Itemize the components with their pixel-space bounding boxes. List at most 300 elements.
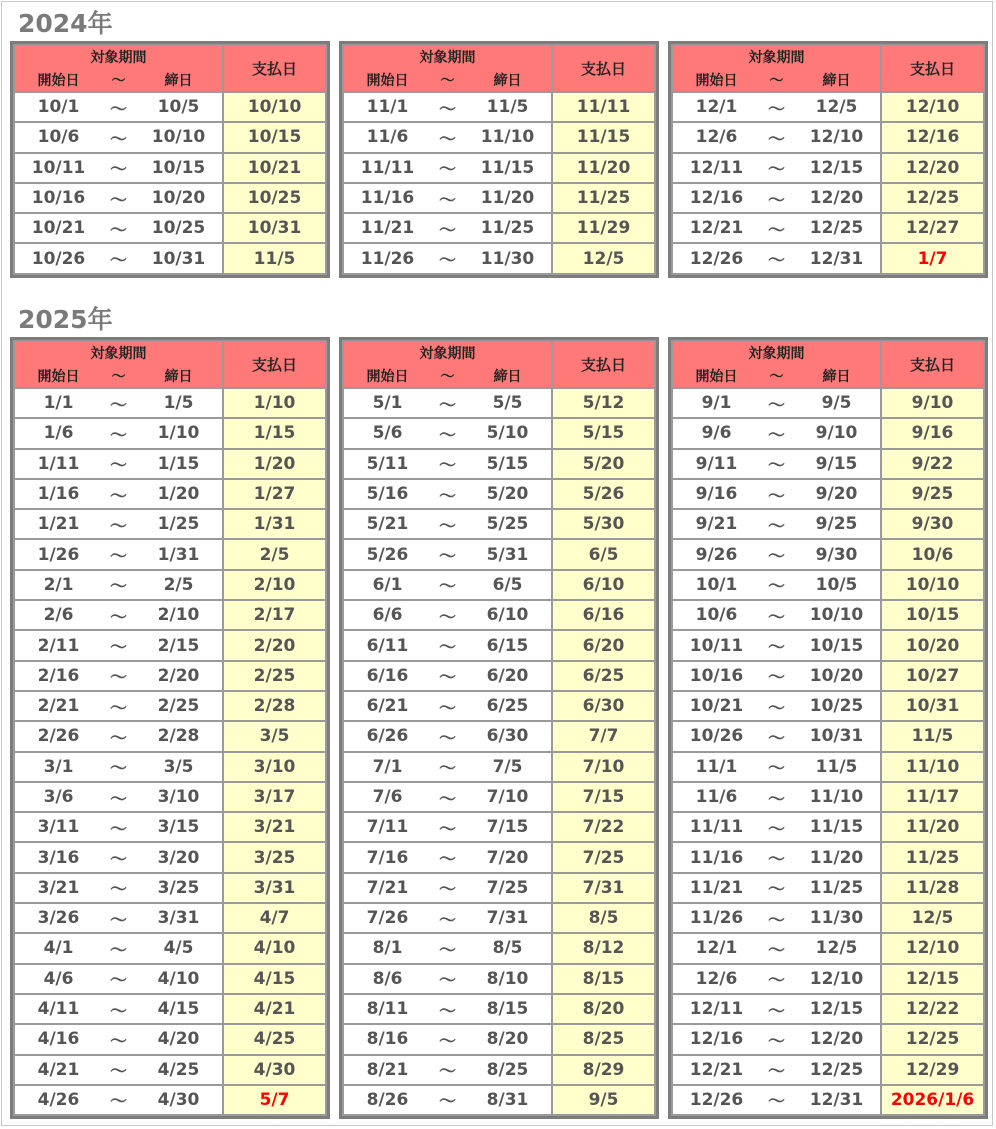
pay-date: 2/5 — [223, 539, 326, 569]
start-header: 開始日 — [343, 364, 431, 388]
tilde: ～ — [102, 782, 135, 812]
tilde: ～ — [760, 388, 793, 418]
table-row — [343, 183, 655, 213]
tilde: ～ — [431, 479, 464, 509]
tilde: ～ — [431, 1024, 464, 1054]
tilde: ～ — [102, 388, 135, 418]
tilde: ～ — [431, 630, 464, 660]
start-date: 3/16 — [14, 842, 102, 872]
end-date: 10/5 — [793, 570, 881, 600]
end-date: 12/25 — [793, 1055, 881, 1085]
pay-date: 5/12 — [552, 388, 655, 418]
end-date: 3/25 — [135, 873, 223, 903]
start-date: 5/11 — [343, 449, 431, 479]
end-date: 10/31 — [135, 243, 223, 273]
tilde: ～ — [102, 509, 135, 539]
start-date: 2/1 — [14, 570, 102, 600]
tilde: ～ — [102, 153, 135, 183]
pay-date: 11/17 — [881, 782, 984, 812]
start-date: 2/6 — [14, 600, 102, 630]
start-date: 9/11 — [672, 449, 760, 479]
pay-date: 10/15 — [223, 122, 326, 152]
tilde: ～ — [431, 873, 464, 903]
end-date: 11/10 — [464, 122, 552, 152]
start-date: 6/11 — [343, 630, 431, 660]
end-date: 9/30 — [793, 539, 881, 569]
table-row — [343, 509, 655, 539]
start-date: 3/11 — [14, 812, 102, 842]
table-row — [14, 1085, 326, 1115]
schedule-table — [342, 340, 656, 1116]
pay-date: 10/25 — [223, 183, 326, 213]
end-date: 8/25 — [464, 1055, 552, 1085]
start-date: 12/26 — [672, 243, 760, 273]
tilde: ～ — [102, 600, 135, 630]
end-date: 9/25 — [793, 509, 881, 539]
start-date: 5/26 — [343, 539, 431, 569]
pay-date: 10/31 — [223, 213, 326, 243]
pay-date: 10/21 — [223, 153, 326, 183]
pay-date: 9/16 — [881, 418, 984, 448]
table-row — [343, 1055, 655, 1085]
tilde: ～ — [760, 418, 793, 448]
pay-date: 7/7 — [552, 721, 655, 751]
table-row — [343, 752, 655, 782]
pay-date: 2/10 — [223, 570, 326, 600]
tilde: ～ — [102, 539, 135, 569]
table-row — [672, 479, 984, 509]
tilde: ～ — [760, 691, 793, 721]
table-row — [672, 153, 984, 183]
pay-date: 2026/1/6 — [881, 1085, 984, 1115]
start-date: 2/21 — [14, 691, 102, 721]
pay-date: 12/29 — [881, 1055, 984, 1085]
end-date: 10/20 — [793, 661, 881, 691]
start-date: 11/1 — [343, 92, 431, 122]
tilde: ～ — [431, 842, 464, 872]
tilde: ～ — [760, 449, 793, 479]
tilde: ～ — [760, 92, 793, 122]
table-row — [14, 92, 326, 122]
end-date: 12/31 — [793, 243, 881, 273]
table-row — [14, 873, 326, 903]
end-date: 12/5 — [793, 933, 881, 963]
start-date: 5/21 — [343, 509, 431, 539]
pay-date: 5/30 — [552, 509, 655, 539]
start-date: 9/6 — [672, 418, 760, 448]
pay-date: 4/7 — [223, 903, 326, 933]
end-date: 12/20 — [793, 1024, 881, 1054]
end-date: 4/25 — [135, 1055, 223, 1085]
table-row — [343, 691, 655, 721]
tilde: ～ — [431, 994, 464, 1024]
start-date: 8/6 — [343, 964, 431, 994]
start-date: 9/1 — [672, 388, 760, 418]
end-date: 11/15 — [464, 153, 552, 183]
end-date: 11/20 — [464, 183, 552, 213]
table-row — [14, 243, 326, 273]
start-date: 6/6 — [343, 600, 431, 630]
start-date: 10/11 — [672, 630, 760, 660]
end-date: 7/10 — [464, 782, 552, 812]
pay-date: 5/26 — [552, 479, 655, 509]
table-row — [672, 449, 984, 479]
table-row — [14, 721, 326, 751]
table-row — [14, 903, 326, 933]
table-row — [672, 812, 984, 842]
pay-date: 10/6 — [881, 539, 984, 569]
tilde: ～ — [102, 243, 135, 273]
tilde: ～ — [760, 842, 793, 872]
pay-date: 11/28 — [881, 873, 984, 903]
tilde: ～ — [102, 1024, 135, 1054]
end-date: 3/5 — [135, 752, 223, 782]
tilde: ～ — [431, 122, 464, 152]
start-date: 10/16 — [14, 183, 102, 213]
tilde: ～ — [431, 1055, 464, 1085]
table-row — [14, 122, 326, 152]
start-date: 10/26 — [14, 243, 102, 273]
pay-date: 10/27 — [881, 661, 984, 691]
end-date: 7/31 — [464, 903, 552, 933]
table-row — [672, 873, 984, 903]
table-row — [343, 92, 655, 122]
pay-date: 7/25 — [552, 842, 655, 872]
start-header: 開始日 — [343, 68, 431, 92]
start-date: 4/16 — [14, 1024, 102, 1054]
table-row — [343, 570, 655, 600]
start-date: 10/26 — [672, 721, 760, 751]
tilde: ～ — [760, 213, 793, 243]
table-row — [672, 388, 984, 418]
pay-date: 11/5 — [881, 721, 984, 751]
table-row — [672, 630, 984, 660]
end-date: 9/10 — [793, 418, 881, 448]
tilde: ～ — [102, 122, 135, 152]
table-row — [14, 479, 326, 509]
pay-date: 11/29 — [552, 213, 655, 243]
pay-date: 10/15 — [881, 600, 984, 630]
tilde: ～ — [760, 933, 793, 963]
table-row — [672, 994, 984, 1024]
tilde: ～ — [102, 964, 135, 994]
pay-date: 9/10 — [881, 388, 984, 418]
end-date: 12/31 — [793, 1085, 881, 1115]
start-date: 7/21 — [343, 873, 431, 903]
table-row — [343, 243, 655, 273]
end-date: 10/20 — [135, 183, 223, 213]
start-date: 12/16 — [672, 1024, 760, 1054]
end-header: 締日 — [135, 364, 223, 388]
start-date: 12/11 — [672, 153, 760, 183]
start-date: 8/11 — [343, 994, 431, 1024]
pay-date: 8/29 — [552, 1055, 655, 1085]
start-date: 11/11 — [672, 812, 760, 842]
start-date: 11/16 — [672, 842, 760, 872]
payday-header: 支払日 — [881, 45, 984, 92]
start-date: 1/26 — [14, 539, 102, 569]
end-date: 11/10 — [793, 782, 881, 812]
end-date: 2/10 — [135, 600, 223, 630]
start-date: 8/21 — [343, 1055, 431, 1085]
table-row — [343, 630, 655, 660]
end-header: 締日 — [464, 68, 552, 92]
payday-header: 支払日 — [223, 45, 326, 92]
tilde: ～ — [760, 964, 793, 994]
tilde: ～ — [102, 812, 135, 842]
tilde: ～ — [102, 721, 135, 751]
table-row — [14, 539, 326, 569]
table-row — [14, 388, 326, 418]
tilde: ～ — [431, 964, 464, 994]
start-date: 10/1 — [672, 570, 760, 600]
period-header: 対象期間 — [343, 341, 552, 364]
table-row — [343, 933, 655, 963]
end-date: 10/25 — [135, 213, 223, 243]
end-date: 8/10 — [464, 964, 552, 994]
end-date: 6/10 — [464, 600, 552, 630]
end-date: 10/10 — [793, 600, 881, 630]
end-date: 6/25 — [464, 691, 552, 721]
start-date: 12/1 — [672, 92, 760, 122]
start-date: 3/6 — [14, 782, 102, 812]
table-row — [343, 721, 655, 751]
tilde: ～ — [760, 721, 793, 751]
table-row — [14, 842, 326, 872]
header-row — [343, 341, 655, 364]
pay-date: 1/10 — [223, 388, 326, 418]
header-row — [672, 45, 984, 68]
end-date: 3/20 — [135, 842, 223, 872]
tilde: ～ — [102, 903, 135, 933]
end-header: 締日 — [135, 68, 223, 92]
pay-date: 4/30 — [223, 1055, 326, 1085]
table-row — [343, 994, 655, 1024]
end-date: 12/10 — [793, 122, 881, 152]
table-row — [14, 509, 326, 539]
pay-date: 1/7 — [881, 243, 984, 273]
start-date: 10/6 — [672, 600, 760, 630]
tilde: ～ — [431, 539, 464, 569]
pay-date: 9/22 — [881, 449, 984, 479]
year-title: 2024年 — [18, 9, 113, 38]
tilde: ～ — [102, 479, 135, 509]
tilde: ～ — [102, 873, 135, 903]
start-date: 11/11 — [343, 153, 431, 183]
pay-date: 6/25 — [552, 661, 655, 691]
start-date: 12/21 — [672, 213, 760, 243]
table-row — [672, 933, 984, 963]
table-row — [672, 183, 984, 213]
start-date: 8/16 — [343, 1024, 431, 1054]
tilde: ～ — [760, 539, 793, 569]
tilde: ～ — [102, 1055, 135, 1085]
pay-date: 8/15 — [552, 964, 655, 994]
header-row — [672, 341, 984, 364]
table-row — [672, 1085, 984, 1115]
table-row — [14, 812, 326, 842]
end-date: 12/5 — [793, 92, 881, 122]
table-row — [14, 213, 326, 243]
tilde: ～ — [760, 243, 793, 273]
tilde: ～ — [760, 570, 793, 600]
pay-date: 11/20 — [552, 153, 655, 183]
tilde: ～ — [760, 122, 793, 152]
table-row — [672, 842, 984, 872]
end-date: 3/31 — [135, 903, 223, 933]
start-date: 11/26 — [343, 243, 431, 273]
tilde: ～ — [102, 418, 135, 448]
tilde: ～ — [760, 994, 793, 1024]
tilde: ～ — [431, 812, 464, 842]
tilde: ～ — [102, 994, 135, 1024]
start-date: 11/21 — [672, 873, 760, 903]
end-date: 9/20 — [793, 479, 881, 509]
pay-date: 6/10 — [552, 570, 655, 600]
pay-date: 11/10 — [881, 752, 984, 782]
pay-date: 4/21 — [223, 994, 326, 1024]
table-row — [14, 752, 326, 782]
table-row — [343, 388, 655, 418]
period-header: 対象期間 — [14, 341, 223, 364]
pay-date: 6/16 — [552, 600, 655, 630]
tilde: ～ — [760, 479, 793, 509]
start-date: 10/21 — [672, 691, 760, 721]
tilde: ～ — [760, 812, 793, 842]
table-row — [343, 539, 655, 569]
start-date: 5/16 — [343, 479, 431, 509]
end-date: 4/5 — [135, 933, 223, 963]
tilde: ～ — [760, 1085, 793, 1115]
end-date: 5/25 — [464, 509, 552, 539]
end-date: 10/5 — [135, 92, 223, 122]
pay-date: 7/31 — [552, 873, 655, 903]
start-date: 1/16 — [14, 479, 102, 509]
schedule-table — [342, 44, 656, 275]
table-row — [343, 964, 655, 994]
table-row — [14, 691, 326, 721]
start-date: 7/16 — [343, 842, 431, 872]
start-date: 4/21 — [14, 1055, 102, 1085]
table-row — [14, 183, 326, 213]
pay-date: 7/22 — [552, 812, 655, 842]
pay-date: 10/10 — [223, 92, 326, 122]
table-row — [14, 964, 326, 994]
start-date: 4/11 — [14, 994, 102, 1024]
table-row — [672, 539, 984, 569]
pay-date: 8/25 — [552, 1024, 655, 1054]
pay-date: 2/17 — [223, 600, 326, 630]
pay-date: 7/10 — [552, 752, 655, 782]
year-title: 2025年 — [18, 305, 113, 334]
table-row — [14, 1055, 326, 1085]
pay-date: 7/15 — [552, 782, 655, 812]
start-date: 12/1 — [672, 933, 760, 963]
schedule-table — [13, 340, 327, 1116]
start-date: 10/16 — [672, 661, 760, 691]
pay-date: 12/22 — [881, 994, 984, 1024]
end-date: 4/30 — [135, 1085, 223, 1115]
end-date: 1/15 — [135, 449, 223, 479]
tilde: ～ — [431, 418, 464, 448]
pay-date: 3/10 — [223, 752, 326, 782]
table-row — [14, 933, 326, 963]
header-row — [14, 341, 326, 364]
start-date: 12/11 — [672, 994, 760, 1024]
tilde: ～ — [431, 449, 464, 479]
pay-date: 12/25 — [881, 183, 984, 213]
tilde: ～ — [102, 92, 135, 122]
pay-date: 2/20 — [223, 630, 326, 660]
tilde: ～ — [431, 1085, 464, 1115]
end-date: 5/20 — [464, 479, 552, 509]
start-date: 10/21 — [14, 213, 102, 243]
table-row — [672, 964, 984, 994]
tilde-header: ～ — [102, 68, 135, 92]
end-date: 11/30 — [793, 903, 881, 933]
tilde: ～ — [431, 933, 464, 963]
table-row — [343, 812, 655, 842]
pay-date: 12/15 — [881, 964, 984, 994]
pay-date: 1/27 — [223, 479, 326, 509]
tilde: ～ — [102, 630, 135, 660]
table-row — [672, 752, 984, 782]
pay-date: 11/25 — [881, 842, 984, 872]
start-date: 9/16 — [672, 479, 760, 509]
end-header: 締日 — [793, 364, 881, 388]
pay-date: 10/31 — [881, 691, 984, 721]
table-row — [672, 600, 984, 630]
header-row — [343, 45, 655, 68]
tilde: ～ — [102, 752, 135, 782]
start-date: 1/6 — [14, 418, 102, 448]
tilde: ～ — [102, 1085, 135, 1115]
pay-date: 11/5 — [223, 243, 326, 273]
pay-date: 3/21 — [223, 812, 326, 842]
pay-date: 8/20 — [552, 994, 655, 1024]
payday-header: 支払日 — [552, 341, 655, 388]
pay-date: 12/5 — [881, 903, 984, 933]
end-date: 2/25 — [135, 691, 223, 721]
start-header: 開始日 — [672, 364, 760, 388]
table-row — [672, 903, 984, 933]
end-date: 4/15 — [135, 994, 223, 1024]
start-header: 開始日 — [14, 364, 102, 388]
period-header: 対象期間 — [14, 45, 223, 68]
pay-date: 12/10 — [881, 92, 984, 122]
tilde: ～ — [760, 752, 793, 782]
tilde: ～ — [431, 388, 464, 418]
start-date: 7/6 — [343, 782, 431, 812]
end-date: 1/25 — [135, 509, 223, 539]
table-row — [672, 122, 984, 152]
table-row — [343, 479, 655, 509]
tilde: ～ — [102, 449, 135, 479]
end-date: 7/25 — [464, 873, 552, 903]
tilde: ～ — [760, 183, 793, 213]
table-row — [14, 661, 326, 691]
period-header: 対象期間 — [672, 45, 881, 68]
start-date: 10/6 — [14, 122, 102, 152]
start-date: 6/26 — [343, 721, 431, 751]
tilde: ～ — [760, 1055, 793, 1085]
table-row — [672, 570, 984, 600]
pay-date: 9/30 — [881, 509, 984, 539]
pay-date: 6/30 — [552, 691, 655, 721]
tilde: ～ — [431, 153, 464, 183]
pay-date: 1/15 — [223, 418, 326, 448]
start-date: 7/1 — [343, 752, 431, 782]
